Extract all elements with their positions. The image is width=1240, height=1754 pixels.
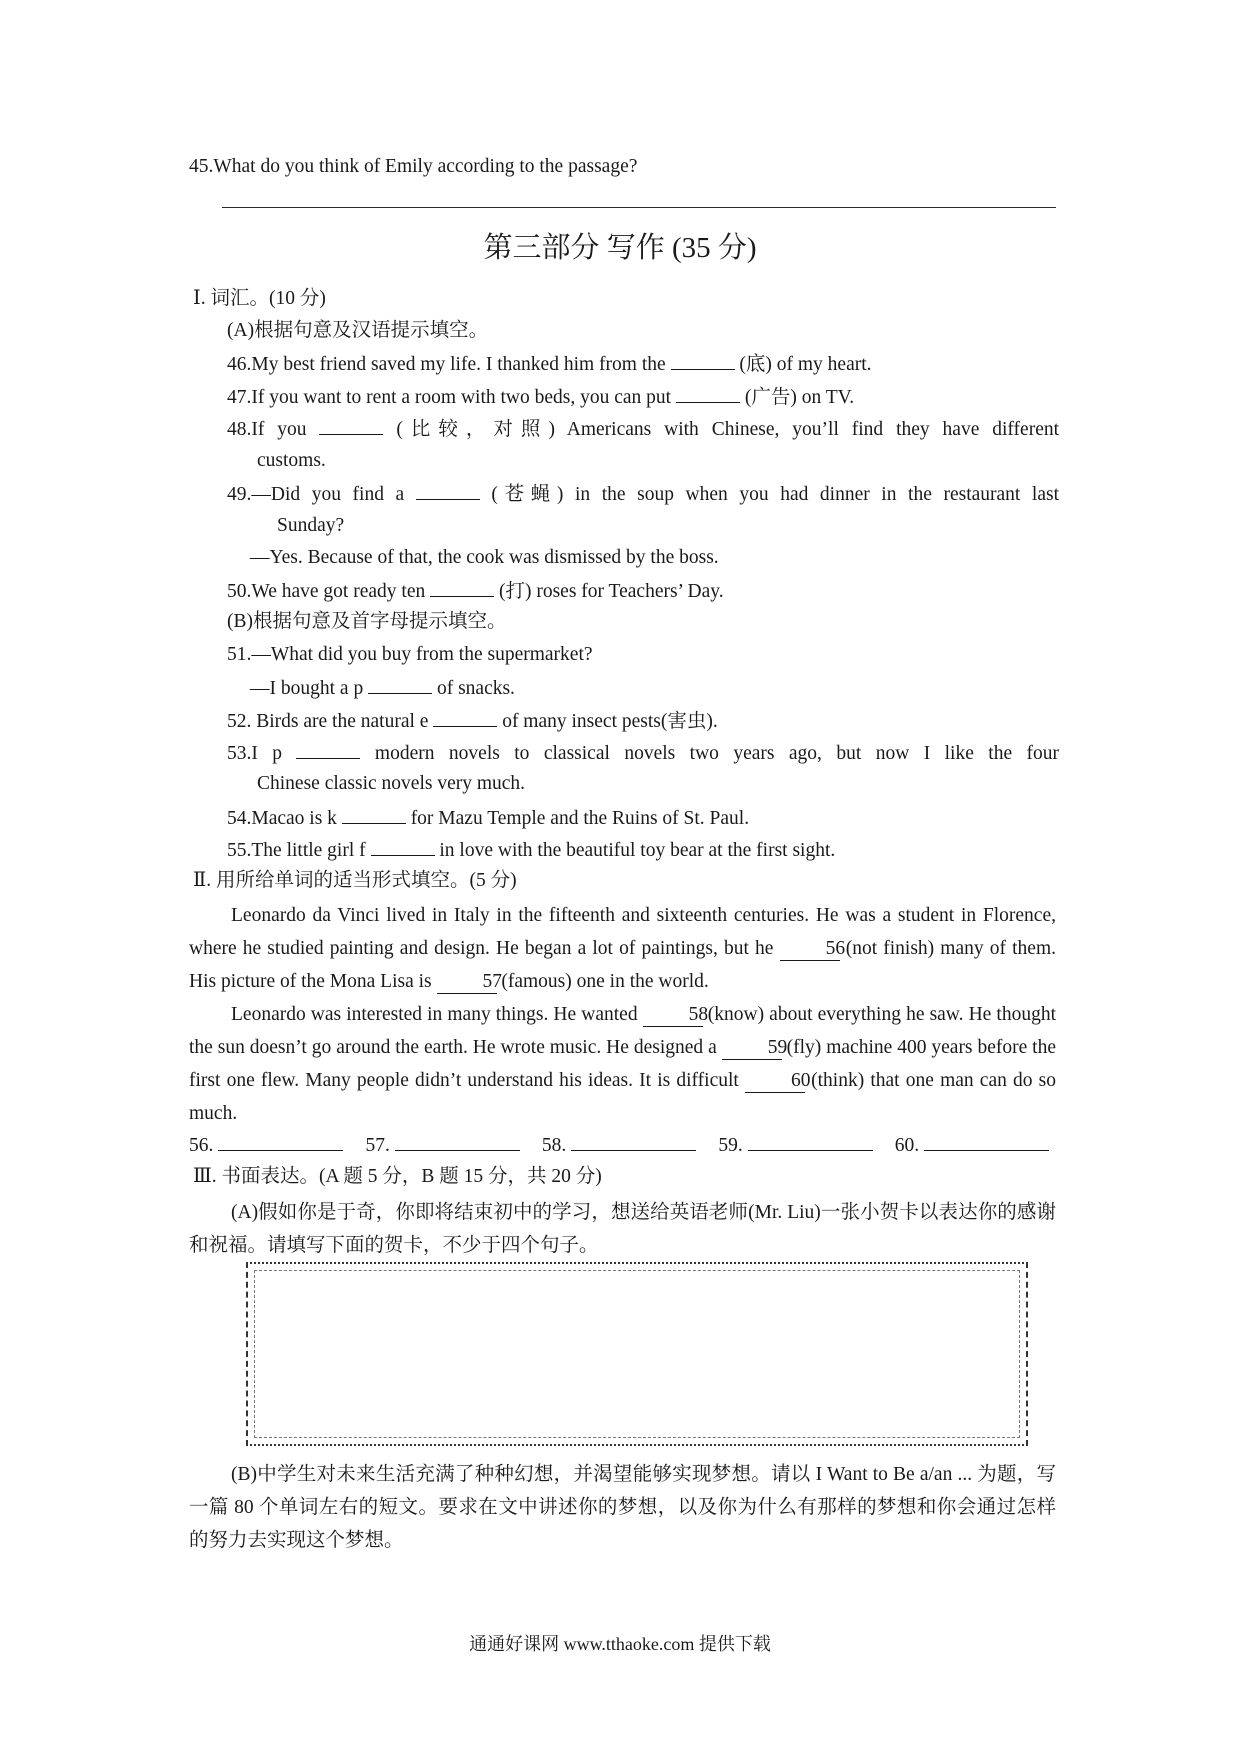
answer-slot-59: 59. [718, 1132, 872, 1158]
answer-blank-52[interactable] [433, 708, 497, 727]
answer-blank-55[interactable] [371, 837, 435, 856]
writing-task-a: (A)假如你是于奇，你即将结束初中的学习，想送给英语老师(Mr. Liu)一张小贺卡以表达你的感谢和祝福。请填写下面的贺卡，不少于四个句子。 [189, 1202, 1056, 1256]
answer-slot-60: 60. [895, 1132, 1049, 1158]
answer-row [189, 1132, 1049, 1158]
question-48: 48.If you (比较，对照) Americans with Chinese, you’ll find they have different [227, 416, 1059, 442]
question-47: 47.If you want to rent a room with two beds, you can put (广告) on TV. [227, 384, 854, 410]
question-54: 54.Macao is k for Mazu Temple and the Ruins of St. Paul. [227, 805, 749, 831]
answer-line-57[interactable] [395, 1132, 520, 1151]
question-49: 49.—Did you find a (苍蝇) in the soup when you had dinner in the restaurant last [227, 481, 1059, 507]
answer-blank-50[interactable] [430, 578, 494, 597]
passage-paragraph-1: Leonardo da Vinci lived in Italy in the fifteenth and sixteenth centuries. He was a student in Florence, where he studied painting and design. He began a lot of paintings, but he 56 (not finish) many of them. His picture of the Mona Lisa is 57 (famous) one in the world. [189, 905, 1057, 992]
question-53-continued: Chinese classic novels very much. [257, 773, 526, 794]
question-55: 55.The little girl f in love with the beautiful toy bear at the first sight. [227, 837, 835, 863]
section2-heading: Ⅱ. 用所给单词的适当形式填空。(5 分) [193, 870, 517, 891]
question-49-answer: —Yes. Because of that, the cook was dismissed by the boss. [250, 547, 719, 568]
question-48-continued: customs. [257, 450, 326, 471]
greeting-card-writing-area[interactable] [254, 1270, 1020, 1438]
answer-slot-56: 56. [189, 1132, 343, 1158]
question-51: 51.—What did you buy from the supermarket? [227, 644, 593, 665]
answer-blank-49[interactable] [416, 481, 480, 500]
question-46: 46.My best friend saved my life. I thanked him from the (底) of my heart. [227, 351, 872, 377]
passage-blank-57[interactable]: 57 [437, 971, 497, 994]
part-b-instruction: (B)根据句意及首字母提示填空。 [227, 611, 507, 632]
answer-line-60[interactable] [924, 1132, 1049, 1151]
answer-blank-48[interactable] [319, 416, 383, 435]
answer-line-58[interactable] [571, 1132, 696, 1151]
answer-blank-46[interactable] [671, 351, 735, 370]
section-title: 第三部分 写作 (35 分) [483, 232, 757, 264]
question-52: 52. Birds are the natural e of many insect pests(害虫). [227, 708, 718, 734]
section3-heading: Ⅲ. 书面表达。(A 题 5 分，B 题 15 分，共 20 分) [193, 1166, 602, 1187]
part-a-instruction: (A)根据句意及汉语提示填空。 [227, 320, 489, 341]
writing-task-b: (B)中学生对未来生活充满了种种幻想，并渴望能够实现梦想。请以 I Want to Be a/an ... 为题，写一篇 80 个单词左右的短文。要求在文中讲述你的梦想，以及你为什么有那样的梦想和你会通过怎样的努力去实现这个梦想。 [189, 1464, 1056, 1551]
answer-blank-47[interactable] [676, 384, 740, 403]
page-footer: 通通好课网 www.tthaoke.com 提供下载 [469, 1634, 771, 1654]
greeting-card-box[interactable] [246, 1262, 1028, 1446]
section1-heading: Ⅰ. 词汇。(10 分) [193, 288, 326, 309]
question-49-continued: Sunday? [277, 515, 345, 536]
answer-blank-51[interactable] [368, 675, 432, 694]
question-50: 50.We have got ready ten (打) roses for Teachers’ Day. [227, 578, 724, 604]
passage-blank-58[interactable]: 58 [643, 1004, 703, 1027]
passage-blank-60[interactable]: 60 [745, 1070, 805, 1093]
answer-line-56[interactable] [218, 1132, 343, 1151]
answer-slot-57: 57. [365, 1132, 519, 1158]
answer-line-59[interactable] [748, 1132, 873, 1151]
answer-blank-54[interactable] [342, 805, 406, 824]
question-51-answer: —I bought a p of snacks. [250, 675, 515, 701]
question-53: 53.I p modern novels to classical novels two years ago, but now I like the four [227, 740, 1059, 766]
divider-line [222, 207, 1056, 208]
answer-slot-58: 58. [542, 1132, 696, 1158]
passage-blank-59[interactable]: 59 [722, 1037, 782, 1060]
passage-blank-56[interactable]: 56 [780, 938, 840, 961]
answer-blank-53[interactable] [296, 740, 360, 759]
question-45: 45.What do you think of Emily according to the passage? [189, 156, 638, 177]
passage-paragraph-2: Leonardo was interested in many things. He wanted 58 (know) about everything he saw. He thought the sun doesn’t go around the earth. He wrote music. He designed a 59 (fly) machine 400 years before the first one flew. Many people didn’t understand his ideas. It is difficult 60 (think) that one man can do so much. [189, 1004, 1057, 1124]
